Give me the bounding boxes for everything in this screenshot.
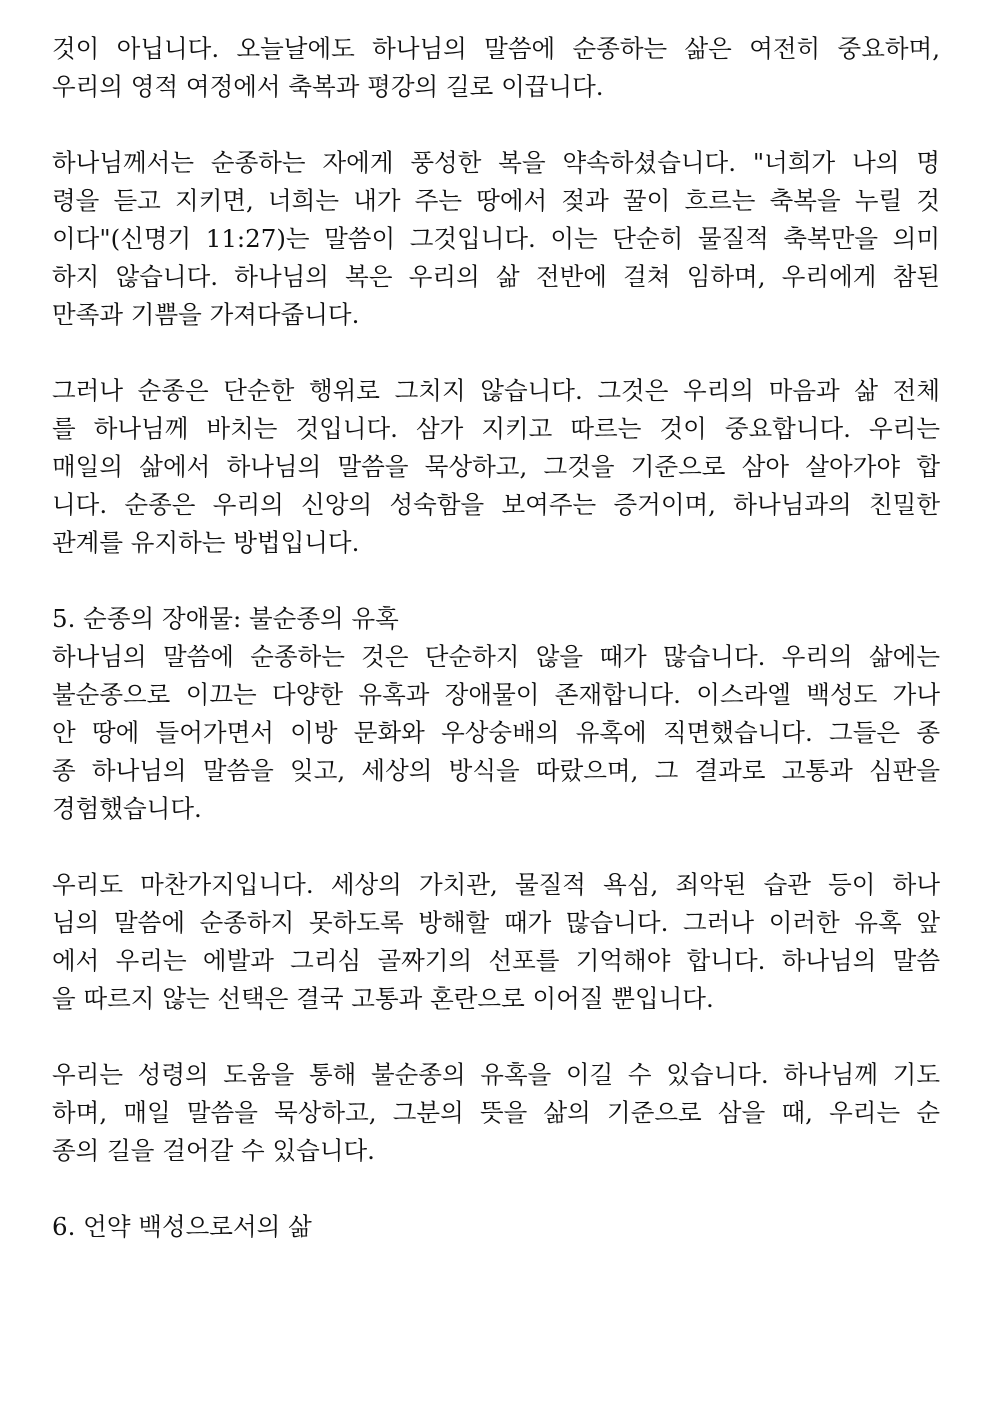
paragraph-line: 우리도 마찬가지입니다. 세상의 가치관, 물질적 욕심, 죄악된 습관 등이 하나 — [52, 870, 940, 899]
paragraph-line: 관계를 유지하는 방법입니다. — [52, 528, 360, 557]
paragraph-line: 종의 길을 걸어갈 수 있습니다. — [52, 1136, 375, 1165]
paragraph-line: 안 땅에 들어가면서 이방 문화와 우상숭배의 유혹에 직면했습니다. 그들은 종 — [52, 718, 940, 747]
paragraph-line: 이다"(신명기 11:27)는 말씀이 그것입니다. 이는 단순히 물질적 축복만을 의미 — [52, 224, 940, 253]
paragraph-line: 종 하나님의 말씀을 잊고, 세상의 방식을 따랐으며, 그 결과로 고통과 심판을 — [52, 756, 940, 785]
paragraph-line: 만족과 기쁨을 가져다줍니다. — [52, 300, 360, 329]
paragraph-line: 님의 말씀에 순종하지 못하도록 방해할 때가 많습니다. 그러나 이러한 유혹 앞 — [52, 908, 940, 937]
paragraph — [52, 372, 940, 562]
paragraph-line: 우리는 성령의 도움을 통해 불순종의 유혹을 이길 수 있습니다. 하나님께 기도 — [52, 1060, 940, 1089]
document-page — [52, 30, 940, 1246]
paragraph — [52, 144, 940, 334]
paragraph-line: 하며, 매일 말씀을 묵상하고, 그분의 뜻을 삶의 기준으로 삼을 때, 우리는 순 — [52, 1098, 940, 1127]
paragraph-line: 을 따르지 않는 선택은 결국 고통과 혼란으로 이어질 뿐입니다. — [52, 984, 714, 1013]
section — [52, 1208, 940, 1246]
paragraph-line: 령을 듣고 지키면, 너희는 내가 주는 땅에서 젖과 꿀이 흐르는 축복을 누릴 것 — [52, 186, 940, 215]
paragraph-line: 그러나 순종은 단순한 행위로 그치지 않습니다. 그것은 우리의 마음과 삶 전체 — [52, 376, 940, 405]
paragraph-line: 하지 않습니다. 하나님의 복은 우리의 삶 전반에 걸쳐 임하며, 우리에게 참된 — [52, 262, 940, 291]
section — [52, 600, 940, 828]
section-heading: 6. 언약 백성으로서의 삶 — [52, 1212, 312, 1241]
paragraph-line: 에서 우리는 에발과 그리심 골짜기의 선포를 기억해야 합니다. 하나님의 말씀 — [52, 946, 940, 975]
paragraph-line: 불순종으로 이끄는 다양한 유혹과 장애물이 존재합니다. 이스라엘 백성도 가나 — [52, 680, 940, 709]
paragraph-line: 니다. 순종은 우리의 신앙의 성숙함을 보여주는 증거이며, 하나님과의 친밀한 — [52, 490, 940, 519]
paragraph — [52, 1056, 940, 1170]
paragraph — [52, 30, 940, 106]
section-heading: 5. 순종의 장애물: 불순종의 유혹 — [52, 604, 399, 633]
paragraph-line: 하나님께서는 순종하는 자에게 풍성한 복을 약속하셨습니다. "너희가 나의 명 — [52, 148, 940, 177]
paragraph-line: 하나님의 말씀에 순종하는 것은 단순하지 않을 때가 많습니다. 우리의 삶에는 — [52, 642, 940, 671]
paragraph-line: 를 하나님께 바치는 것입니다. 삼가 지키고 따르는 것이 중요합니다. 우리는 — [52, 414, 940, 443]
paragraph-line: 우리의 영적 여정에서 축복과 평강의 길로 이끕니다. — [52, 72, 604, 101]
paragraph-line: 매일의 삶에서 하나님의 말씀을 묵상하고, 그것을 기준으로 삼아 살아가야 합 — [52, 452, 940, 481]
paragraph-line: 것이 아닙니다. 오늘날에도 하나님의 말씀에 순종하는 삶은 여전히 중요하며, — [52, 34, 940, 63]
paragraph-line: 경험했습니다. — [52, 794, 202, 823]
paragraph — [52, 866, 940, 1018]
